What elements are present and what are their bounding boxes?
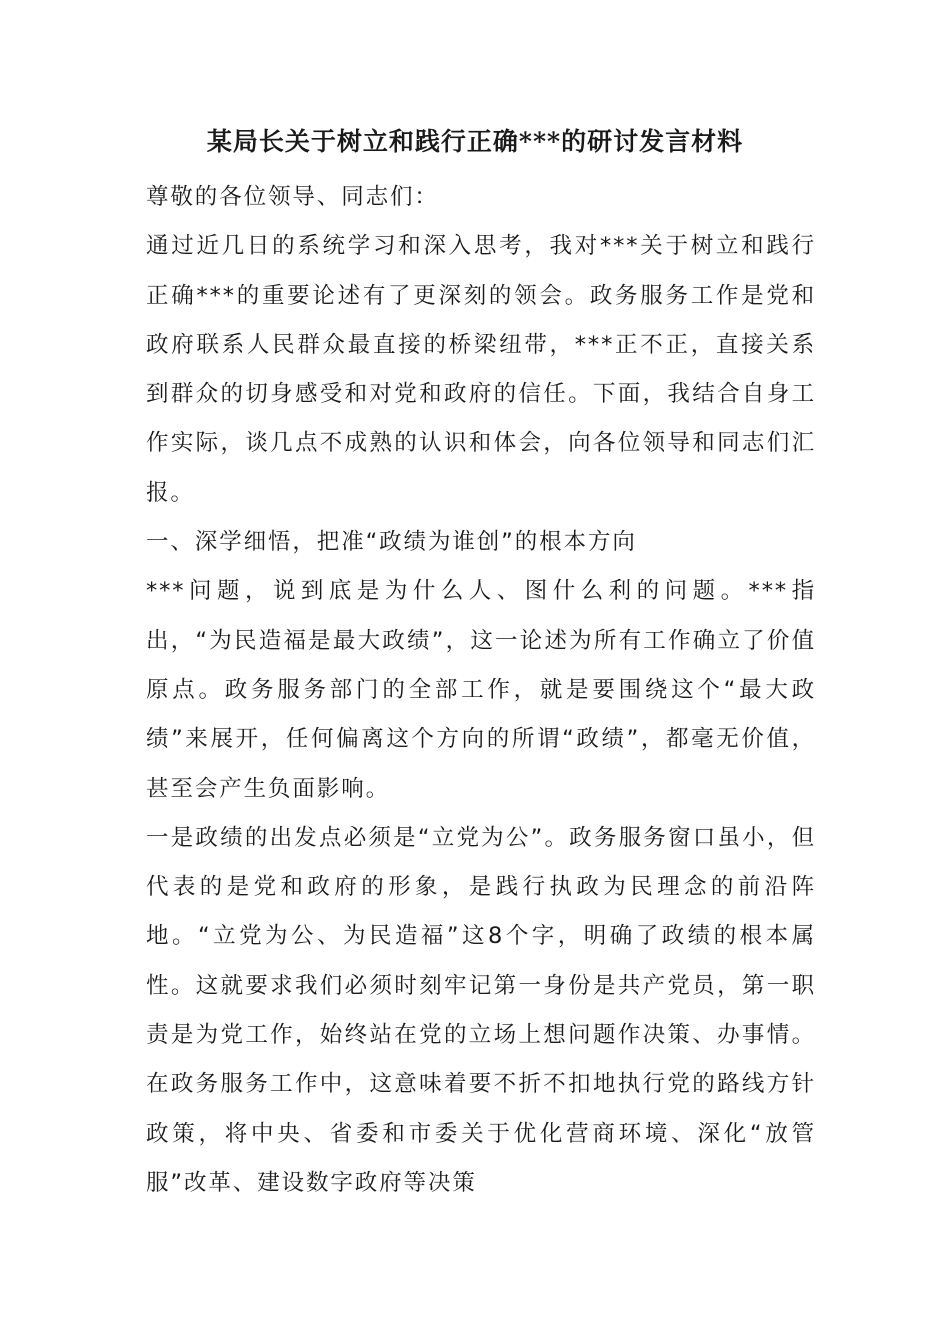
section-heading: 一、深学细悟，把准“政绩为谁创”的根本方向 <box>146 529 637 556</box>
document-title: 某局长关于树立和践行正确***的研讨发言材料 <box>206 127 744 156</box>
body-paragraph: 一是政绩的出发点必须是“立党为公”。政务服务窗口虽小，但代表的是党和政府的形象，是践行执政为民理念的前沿阵地。“立党为公、为民造福”这8个字，明确了政绩的根本属性。这就要求我们必须时刻牢记第一身份是共产党员，第一职责是为党工作，始终站在党的立场上想问题作决策、办事情。在政务服务工作中，这意味着要不折不扣地执行党的路线方针政策，将中央、省委和市委关于优化营商环境、深化“放管服”改革、建设数字政府等决策 <box>146 824 816 1196</box>
document-body <box>146 173 816 1208</box>
salutation-paragraph: 尊敬的各位领导、同志们： <box>146 184 439 210</box>
body-paragraph: ***问题，说到底是为什么人、图什么利的问题。***指出，“为民造福是最大政绩”，这一论述为所有工作确立了价值原点。政务服务部门的全部工作，就是要围绕这个“最大政绩”来展开，任何偏离这个方向的所谓“政绩”，都毫无价值，甚至会产生负面影响。 <box>146 578 816 802</box>
intro-paragraph: 通过近几日的系统学习和深入思考，我对***关于树立和践行正确***的重要论述有了更深刻的领会。政务服务工作是党和政府联系人民群众最直接的桥梁纽带，***正不正，直接关系到群众的切身感受和对党和政府的信任。下面，我结合自身工作实际，谈几点不成熟的认识和体会，向各位领导和同志们汇报。 <box>146 233 816 506</box>
